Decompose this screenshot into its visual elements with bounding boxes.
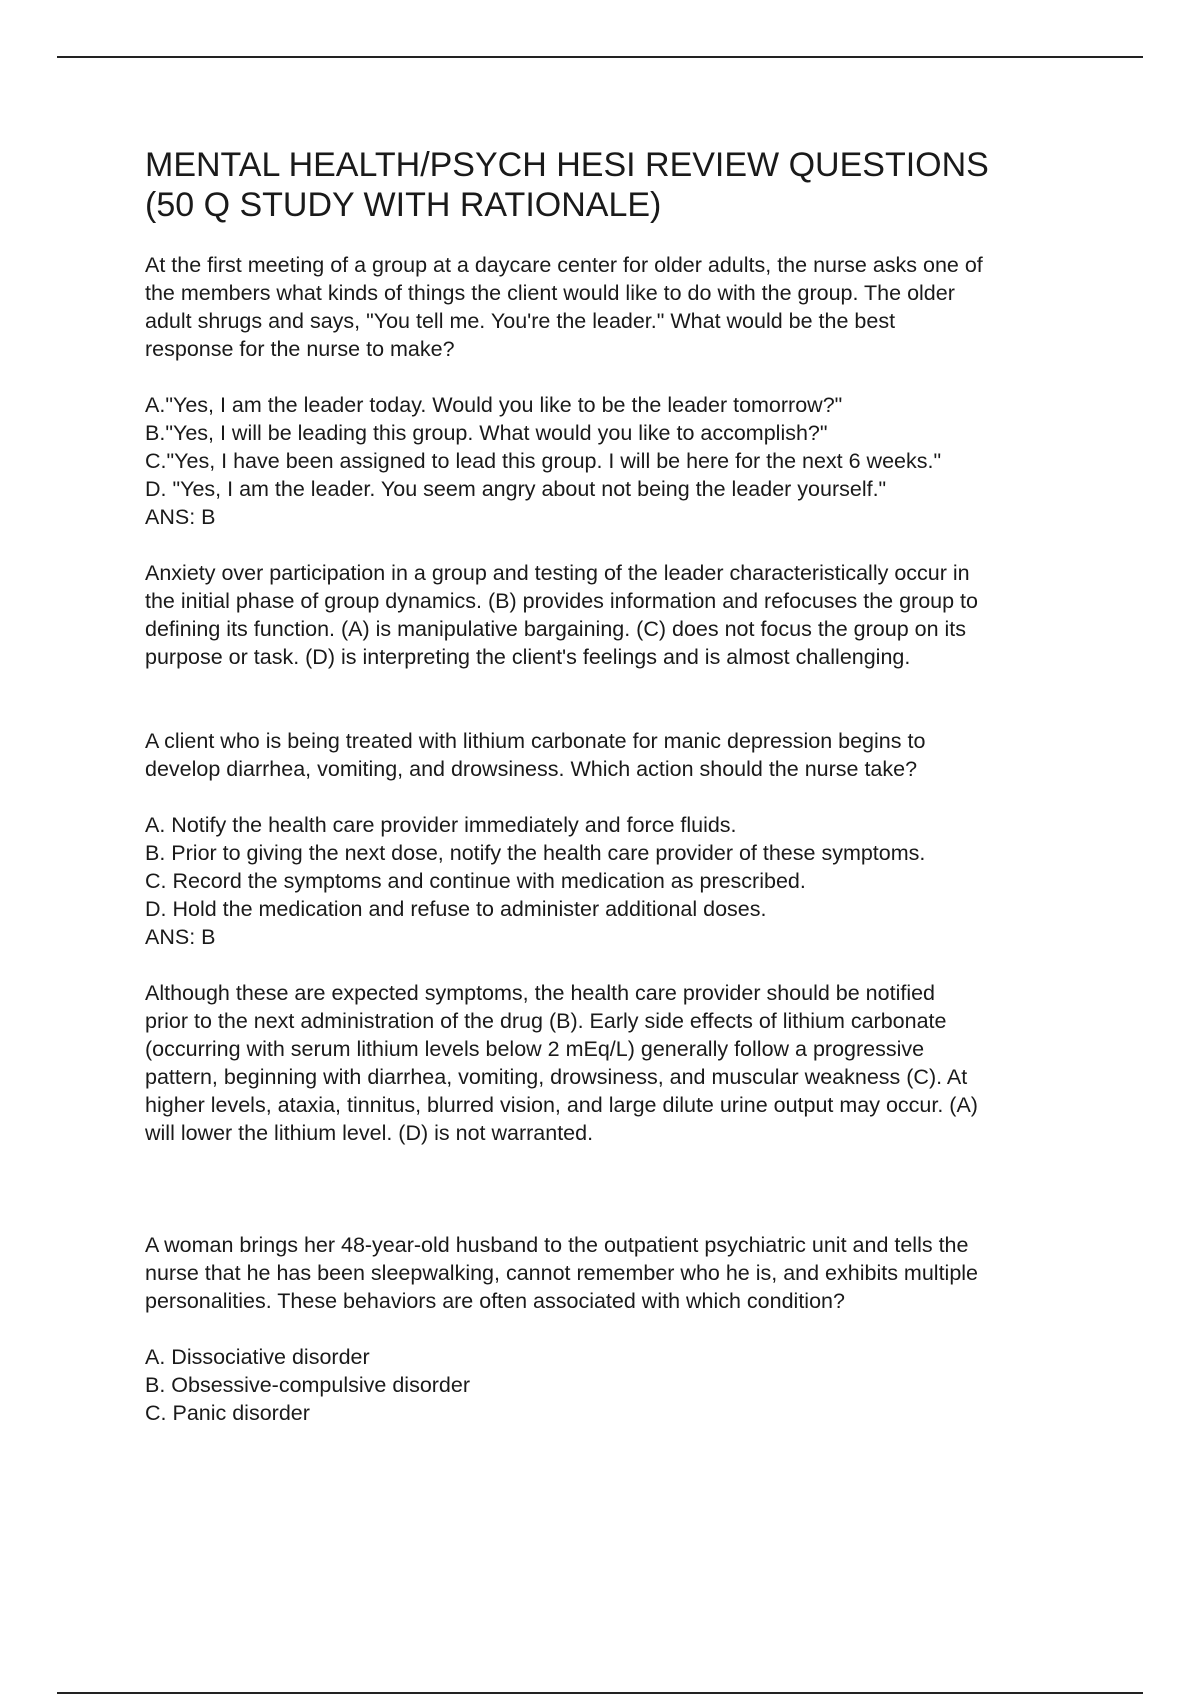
answer-key: ANS: B [145, 505, 216, 529]
option-a: A."Yes, I am the leader today. Would you like to be the leader tomorrow?" [145, 393, 843, 417]
question-stem: A woman brings her 48-year-old husband to the outpatient psychiatric unit and tells the nurse that he has been sleepwalking, cannot remember who he is, and exhibits multiple personalities. These behaviors are often associated with which condition? [145, 1233, 979, 1313]
option-a: A. Notify the health care provider immediately and force fluids. [145, 813, 737, 837]
answer-options [145, 811, 1095, 923]
page-content [145, 145, 1095, 1427]
document-title [145, 145, 1095, 225]
rationale: Although these are expected symptoms, the health care provider should be notified prior to the next administration of the drug (B). Early side effects of lithium carbonate (occurring with serum lithium levels below 2 mEq/L) generally follow a progressive pattern, beginning with diarrhea, vomiting, drowsiness, and muscular weakness (C). At higher levels, ataxia, tinnitus, blurred vision, and large dilute urine output may occur. (A) will lower the lithium level. (D) is not warranted. [145, 981, 978, 1145]
title-line-2: (50 Q STUDY WITH RATIONALE) [145, 186, 662, 224]
top-rule [57, 56, 1143, 58]
option-d: D. "Yes, I am the leader. You seem angry about not being the leader yourself." [145, 477, 887, 501]
option-b: B."Yes, I will be leading this group. What would you like to accomplish?" [145, 421, 828, 445]
option-b: B. Prior to giving the next dose, notify the health care provider of these symptoms. [145, 841, 926, 865]
bottom-rule [57, 1692, 1143, 1694]
answer-options [145, 391, 1095, 503]
option-c: C. Record the symptoms and continue with medication as prescribed. [145, 869, 806, 893]
question-stem: A client who is being treated with lithium carbonate for manic depression begins to develop diarrhea, vomiting, and drowsiness. Which action should the nurse take? [145, 729, 926, 781]
option-a: A. Dissociative disorder [145, 1345, 370, 1369]
spacer [145, 1147, 1095, 1231]
title-line-1: MENTAL HEALTH/PSYCH HESI REVIEW QUESTIONS [145, 146, 989, 184]
option-c: C."Yes, I have been assigned to lead this group. I will be here for the next 6 weeks." [145, 449, 942, 473]
question-2 [145, 727, 1095, 1147]
question-3 [145, 1231, 1095, 1427]
answer-key: ANS: B [145, 925, 216, 949]
question-stem: At the first meeting of a group at a daycare center for older adults, the nurse asks one of the members what kinds of things the client would like to do with the group. The older adult shrugs and says, "You tell me. You're the leader." What would be the best response for the nurse to make? [145, 253, 983, 361]
option-b: B. Obsessive-compulsive disorder [145, 1373, 471, 1397]
spacer [145, 671, 1095, 727]
question-1 [145, 251, 1095, 671]
answer-options [145, 1343, 1095, 1427]
option-c: C. Panic disorder [145, 1401, 310, 1425]
option-d: D. Hold the medication and refuse to administer additional doses. [145, 897, 767, 921]
rationale: Anxiety over participation in a group and testing of the leader characteristically occur in the initial phase of group dynamics. (B) provides information and refocuses the group to defining its function. (A) is manipulative bargaining. (C) does not focus the group on its purpose or task. (D) is interpreting the client's feelings and is almost challenging. [145, 561, 978, 669]
